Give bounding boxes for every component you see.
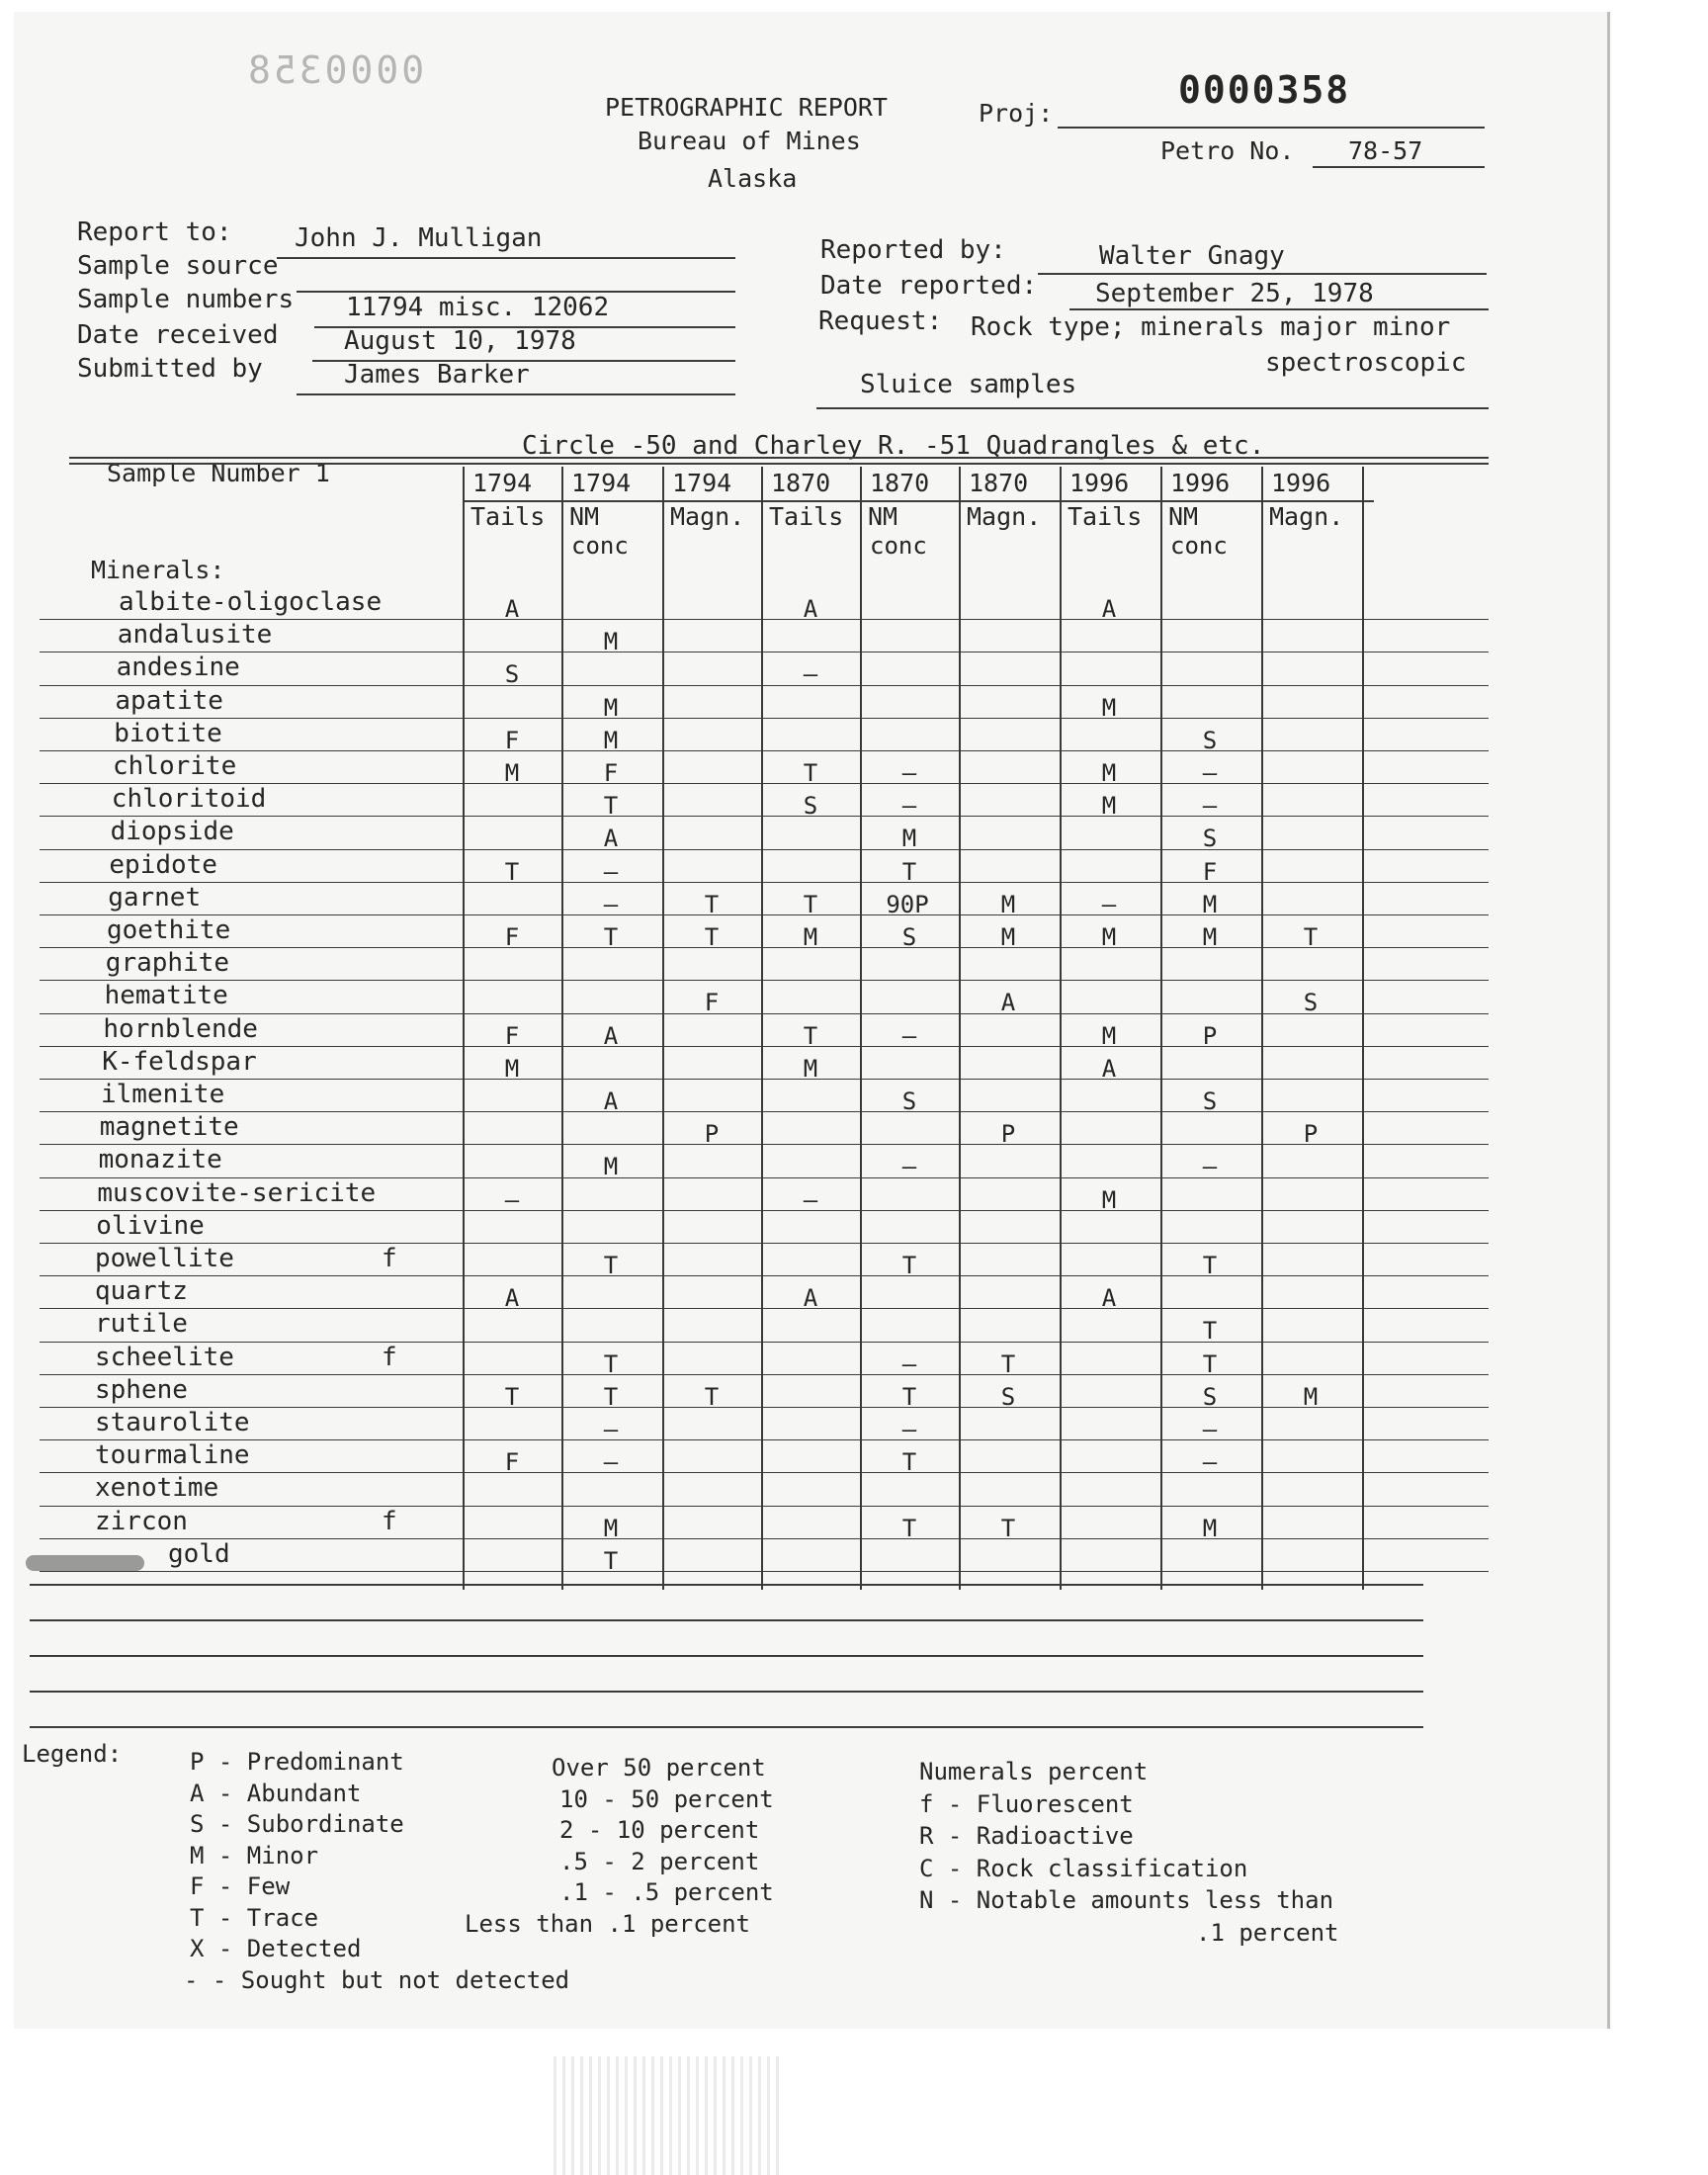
- legend-range: 2 - 10 percent: [559, 1816, 760, 1844]
- legend-range: .5 - 2 percent: [559, 1847, 760, 1875]
- column-divider: [561, 467, 563, 1590]
- mineral-name: epidote: [109, 849, 217, 880]
- table-caption: Circle -50 and Charley R. -51 Quadrangles & etc.: [522, 431, 1265, 461]
- mineral-abundance-cell: T: [704, 923, 720, 951]
- mineral-abundance-cell: M: [504, 759, 520, 787]
- mineral-abundance-cell: T: [1202, 1317, 1218, 1346]
- row-line: [40, 1571, 1489, 1572]
- mineral-abundance-cell: T: [603, 1382, 619, 1411]
- mineral-abundance-cell: T: [803, 890, 818, 918]
- mineral-abundance-cell: S: [1202, 825, 1218, 853]
- mineral-name: chlorite: [113, 751, 237, 781]
- mineral-abundance-cell: T: [1000, 1349, 1016, 1378]
- row-line: [40, 685, 1489, 686]
- proj-label: Proj:: [979, 99, 1054, 128]
- row-line: [40, 1374, 1489, 1375]
- mineral-name: tourmaline: [95, 1440, 250, 1471]
- legend-item: - - Sought but not detected: [184, 1965, 570, 1994]
- sample-numbers-value: 11794 misc. 12062: [346, 293, 610, 322]
- legend-note: Numerals percent: [919, 1758, 1149, 1785]
- mineral-abundance-cell: F: [704, 989, 720, 1017]
- fluorescent-flag: f: [382, 1244, 397, 1273]
- mineral-name: albite-oligoclase: [119, 587, 383, 617]
- column-divider: [860, 467, 862, 1590]
- blank-row-line: [30, 1619, 1423, 1621]
- column-divider: [959, 467, 961, 1590]
- scan-streak: [554, 2056, 781, 2175]
- legend-note: .1 percent: [1196, 1918, 1339, 1947]
- mineral-abundance-cell: S: [1202, 1382, 1218, 1411]
- row-line: [40, 750, 1489, 751]
- mineral-abundance-cell: A: [603, 1021, 619, 1050]
- row-line: [40, 1275, 1489, 1276]
- mineral-abundance-cell: A: [603, 1088, 619, 1115]
- date-received-label: Date received: [77, 320, 279, 350]
- mineral-abundance-cell: A: [1000, 989, 1016, 1017]
- row-line: [40, 1342, 1489, 1343]
- mineral-abundance-cell: P: [1000, 1120, 1016, 1149]
- mineral-name: hematite: [104, 981, 228, 1011]
- fluorescent-flag: f: [382, 1506, 397, 1536]
- mineral-name: graphite: [105, 948, 230, 979]
- proj-line: [1058, 127, 1485, 129]
- legend-range: .1 - .5 percent: [559, 1878, 774, 1906]
- mineral-abundance-cell: F: [603, 759, 619, 787]
- mineral-abundance-cell: A: [803, 1284, 818, 1313]
- mineral-abundance-cell: M: [603, 1514, 619, 1542]
- mineral-name: goethite: [107, 915, 231, 945]
- mineral-abundance-cell: F: [1202, 857, 1218, 886]
- mineral-abundance-cell: T: [504, 857, 520, 886]
- mineral-abundance-cell: T: [704, 1382, 720, 1411]
- date-reported-label: Date reported:: [820, 271, 1038, 301]
- row-line: [40, 1472, 1489, 1473]
- submitted-by-label: Submitted by: [77, 354, 263, 384]
- blank-row-line: [30, 1726, 1423, 1728]
- mineral-abundance-cell: S: [1202, 726, 1218, 754]
- field-line: [1038, 273, 1487, 275]
- blank-row-line: [30, 1584, 1423, 1586]
- row-line: [40, 914, 1489, 915]
- row-line: [40, 1243, 1489, 1244]
- mineral-abundance-cell: S: [803, 792, 818, 821]
- mineral-name: gold: [168, 1538, 230, 1569]
- sample-source-label: Sample source: [77, 251, 279, 281]
- request-value-2: spectroscopic: [1265, 348, 1467, 378]
- mineral-abundance-cell: S: [1202, 1088, 1218, 1115]
- reported-by-value: Walter Gnagy: [1099, 241, 1285, 271]
- mineral-abundance-cell: F: [504, 923, 520, 951]
- request-label: Request:: [818, 306, 943, 336]
- mineral-abundance-cell: M: [1202, 1514, 1218, 1542]
- column-sample-type: Tails: [470, 502, 546, 531]
- mineral-abundance-cell: T: [803, 1021, 818, 1050]
- mineral-name: quartz: [95, 1276, 188, 1307]
- mineral-abundance-cell: M: [504, 1054, 520, 1083]
- date-reported-value: September 25, 1978: [1095, 279, 1374, 308]
- mineral-abundance-cell: A: [1101, 595, 1117, 623]
- column-sample-subtype: conc: [571, 532, 629, 560]
- mineral-abundance-cell: T: [603, 923, 619, 951]
- column-sample-number: 1996: [1271, 469, 1331, 497]
- column-divider: [662, 467, 664, 1590]
- row-line: [40, 1046, 1489, 1047]
- column-sample-number: 1794: [472, 469, 533, 497]
- row-line: [40, 1538, 1489, 1539]
- legend-item: A - Abundant: [190, 1779, 362, 1807]
- blank-row-line: [30, 1691, 1423, 1693]
- row-line: [40, 816, 1489, 817]
- mineral-abundance-cell: –: [803, 1185, 818, 1214]
- column-sample-type: Magn.: [670, 502, 745, 531]
- mineral-abundance-cell: M: [1303, 1382, 1319, 1411]
- reported-by-label: Reported by:: [820, 235, 1006, 265]
- mineral-abundance-cell: F: [504, 1021, 520, 1050]
- sample-number-label: Sample Number 1: [107, 459, 330, 487]
- column-sample-type: NM: [868, 502, 898, 531]
- mineral-abundance-cell: T: [1202, 1252, 1218, 1279]
- mineral-name: biotite: [114, 718, 222, 748]
- mineral-name: sphene: [95, 1374, 188, 1405]
- row-line: [40, 849, 1489, 850]
- mineral-name: powellite: [95, 1244, 234, 1273]
- column-sample-number: 1794: [571, 469, 632, 497]
- legend-note: R - Radioactive: [919, 1822, 1134, 1850]
- row-line: [40, 1407, 1489, 1408]
- mineral-name: ilmenite: [101, 1080, 225, 1109]
- legend-range: Over 50 percent: [552, 1754, 766, 1782]
- column-divider: [1261, 467, 1263, 1590]
- mineral-abundance-cell: T: [901, 1514, 917, 1542]
- row-line: [40, 1111, 1489, 1112]
- column-sample-number: 1870: [969, 469, 1029, 497]
- mineral-abundance-cell: T: [1202, 1349, 1218, 1378]
- mineral-abundance-cell: –: [1202, 1153, 1218, 1181]
- mineral-abundance-cell: A: [1101, 1284, 1117, 1313]
- column-divider: [1362, 467, 1364, 1590]
- mineral-name: magnetite: [99, 1112, 239, 1143]
- mineral-abundance-cell: T: [603, 1252, 619, 1279]
- mineral-abundance-cell: –: [603, 857, 619, 886]
- legend-item: F - Few: [190, 1872, 291, 1900]
- mineral-name: hornblende: [103, 1013, 258, 1044]
- submitted-by-value: James Barker: [344, 360, 530, 390]
- column-sample-number: 1794: [672, 469, 732, 497]
- mineral-abundance-cell: M: [1000, 923, 1016, 951]
- petro-value: 78-57: [1348, 136, 1423, 165]
- fluorescent-flag: f: [382, 1342, 397, 1372]
- legend-item: S - Subordinate: [190, 1810, 404, 1838]
- mineral-name: garnet: [108, 882, 202, 913]
- report-to-label: Report to:: [77, 218, 232, 247]
- mineral-name: scheelite: [95, 1342, 234, 1372]
- report-to-value: John J. Mulligan: [295, 223, 543, 253]
- legend-note: f - Fluorescent: [919, 1789, 1134, 1818]
- mineral-name: xenotime: [95, 1473, 219, 1504]
- column-sample-number: 1870: [771, 469, 831, 497]
- row-line: [40, 1308, 1489, 1309]
- redaction-smudge: [26, 1555, 144, 1571]
- mineral-name: chloritoid: [111, 784, 267, 815]
- mineral-abundance-cell: M: [1101, 1185, 1117, 1214]
- mineral-name: monazite: [98, 1145, 222, 1175]
- ghost-stamp-code: 0000358: [245, 48, 425, 92]
- mineral-abundance-cell: –: [901, 1416, 917, 1443]
- column-sample-number: 1996: [1170, 469, 1231, 497]
- mineral-abundance-cell: M: [1101, 1021, 1117, 1050]
- mineral-abundance-cell: M: [1000, 890, 1016, 918]
- mineral-name: K-feldspar: [102, 1046, 257, 1077]
- column-sample-type: Magn.: [1269, 502, 1344, 531]
- mineral-abundance-cell: A: [504, 595, 520, 623]
- mineral-abundance-cell: A: [803, 595, 818, 623]
- column-sample-type: Magn.: [967, 502, 1042, 531]
- mineral-abundance-cell: T: [504, 1382, 520, 1411]
- mineral-abundance-cell: P: [1303, 1120, 1319, 1149]
- mineral-abundance-cell: T: [803, 759, 818, 787]
- row-line: [40, 882, 1489, 883]
- mineral-abundance-cell: T: [603, 792, 619, 821]
- row-line: [40, 718, 1489, 719]
- column-sample-type: NM: [1168, 502, 1199, 531]
- mineral-abundance-cell: –: [901, 1021, 917, 1050]
- mineral-abundance-cell: S: [901, 1088, 917, 1115]
- mineral-abundance-cell: –: [901, 759, 917, 787]
- column-sample-subtype: conc: [1170, 532, 1228, 560]
- sample-numbers-label: Sample numbers: [77, 285, 295, 314]
- mineral-abundance-cell: T: [1000, 1514, 1016, 1542]
- legend-item: P - Predominant: [190, 1748, 404, 1776]
- table-top-line: [69, 457, 1489, 459]
- mineral-abundance-cell: A: [1101, 1054, 1117, 1083]
- mineral-abundance-cell: M: [1101, 923, 1117, 951]
- report-title: PETROGRAPHIC REPORT: [605, 93, 888, 122]
- mineral-name: diopside: [110, 817, 234, 847]
- report-subtitle-agency: Bureau of Mines: [638, 127, 861, 155]
- mineral-abundance-cell: –: [1202, 792, 1218, 821]
- mineral-abundance-cell: M: [1101, 693, 1117, 722]
- field-line: [1069, 308, 1489, 310]
- mineral-abundance-cell: P: [704, 1120, 720, 1149]
- mineral-abundance-cell: –: [1202, 759, 1218, 787]
- row-line: [40, 1506, 1489, 1507]
- mineral-name: muscovite-sericite: [97, 1177, 377, 1208]
- row-line: [40, 947, 1489, 948]
- blank-row-line: [30, 1655, 1423, 1657]
- row-line: [40, 1144, 1489, 1145]
- mineral-name: olivine: [96, 1210, 205, 1241]
- mineral-abundance-cell: M: [603, 628, 619, 656]
- legend-item: T - Trace: [190, 1903, 319, 1932]
- mineral-abundance-cell: A: [504, 1284, 520, 1313]
- mineral-name: staurolite: [95, 1408, 250, 1437]
- mineral-abundance-cell: M: [901, 825, 917, 853]
- mineral-abundance-cell: 90P: [886, 890, 929, 918]
- mineral-name: zircon: [95, 1506, 188, 1536]
- mineral-abundance-cell: T: [901, 857, 917, 886]
- mineral-abundance-cell: S: [1303, 989, 1319, 1017]
- column-sample-type: NM: [569, 502, 600, 531]
- mineral-abundance-cell: T: [1303, 923, 1319, 951]
- petro-line: [1313, 166, 1485, 168]
- sluice-note: Sluice samples: [860, 370, 1077, 399]
- mineral-abundance-cell: T: [603, 1546, 619, 1575]
- field-line: [816, 407, 1489, 409]
- mineral-abundance-cell: –: [603, 1416, 619, 1443]
- column-divider: [1160, 467, 1162, 1590]
- petro-label: Petro No.: [1160, 136, 1295, 165]
- header-line: [69, 463, 1489, 465]
- request-value: Rock type; minerals major minor: [971, 312, 1451, 342]
- mineral-abundance-cell: –: [504, 1185, 520, 1214]
- mineral-abundance-cell: M: [603, 726, 619, 754]
- field-line: [277, 257, 735, 259]
- minerals-label: Minerals:: [91, 556, 225, 584]
- date-received-value: August 10, 1978: [344, 326, 576, 356]
- column-sample-type: Tails: [1068, 502, 1143, 531]
- mineral-abundance-cell: T: [901, 1448, 917, 1477]
- field-line: [297, 393, 735, 395]
- document-code: 0000358: [1178, 68, 1351, 112]
- mineral-abundance-cell: S: [901, 923, 917, 951]
- mineral-abundance-cell: M: [803, 1054, 818, 1083]
- column-sample-number: 1996: [1069, 469, 1130, 497]
- mineral-abundance-cell: F: [504, 1448, 520, 1477]
- mineral-abundance-cell: M: [1101, 792, 1117, 821]
- row-line: [40, 1210, 1489, 1211]
- mineral-name: apatite: [115, 685, 223, 716]
- mineral-abundance-cell: T: [603, 1349, 619, 1378]
- mineral-abundance-cell: –: [901, 792, 917, 821]
- column-sample-type: Tails: [769, 502, 844, 531]
- row-line: [40, 980, 1489, 981]
- mineral-abundance-cell: –: [1101, 890, 1117, 918]
- report-subtitle-region: Alaska: [708, 164, 798, 193]
- mineral-abundance-cell: M: [603, 1153, 619, 1181]
- mineral-abundance-cell: –: [901, 1349, 917, 1378]
- mineral-abundance-cell: F: [504, 726, 520, 754]
- column-divider: [761, 467, 763, 1590]
- mineral-abundance-cell: T: [901, 1382, 917, 1411]
- legend-range: 10 - 50 percent: [559, 1784, 774, 1813]
- column-sample-subtype: conc: [870, 532, 927, 560]
- mineral-abundance-cell: P: [1202, 1021, 1218, 1050]
- column-sample-number: 1870: [870, 469, 930, 497]
- column-divider: [463, 467, 465, 1590]
- legend-note: N - Notable amounts less than: [919, 1886, 1334, 1914]
- column-divider: [1060, 467, 1062, 1590]
- mineral-abundance-cell: –: [1202, 1448, 1218, 1477]
- mineral-abundance-cell: –: [603, 1448, 619, 1477]
- mineral-abundance-cell: M: [803, 923, 818, 951]
- row-line: [40, 1079, 1489, 1080]
- legend-note: C - Rock classification: [919, 1854, 1248, 1882]
- mineral-abundance-cell: S: [1000, 1382, 1016, 1411]
- mineral-abundance-cell: M: [1202, 923, 1218, 951]
- mineral-name: andesine: [116, 652, 240, 683]
- mineral-abundance-cell: –: [803, 660, 818, 689]
- legend-range: Less than .1 percent: [465, 1909, 750, 1938]
- mineral-name: andalusite: [117, 620, 273, 651]
- mineral-abundance-cell: T: [901, 1252, 917, 1279]
- mineral-name: rutile: [95, 1309, 188, 1340]
- mineral-abundance-cell: M: [1202, 890, 1218, 918]
- mineral-abundance-cell: –: [901, 1153, 917, 1181]
- mineral-abundance-cell: A: [603, 825, 619, 853]
- legend-item: X - Detected: [190, 1935, 362, 1962]
- mineral-abundance-cell: T: [704, 890, 720, 918]
- mineral-abundance-cell: M: [1101, 759, 1117, 787]
- mineral-abundance-cell: –: [1202, 1416, 1218, 1443]
- legend-item: M - Minor: [190, 1841, 319, 1870]
- mineral-abundance-cell: S: [504, 660, 520, 689]
- mineral-abundance-cell: –: [603, 890, 619, 918]
- header-num-line: [463, 500, 1374, 502]
- row-line: [40, 1439, 1489, 1440]
- legend-label: Legend:: [22, 1740, 123, 1768]
- mineral-abundance-cell: M: [603, 693, 619, 722]
